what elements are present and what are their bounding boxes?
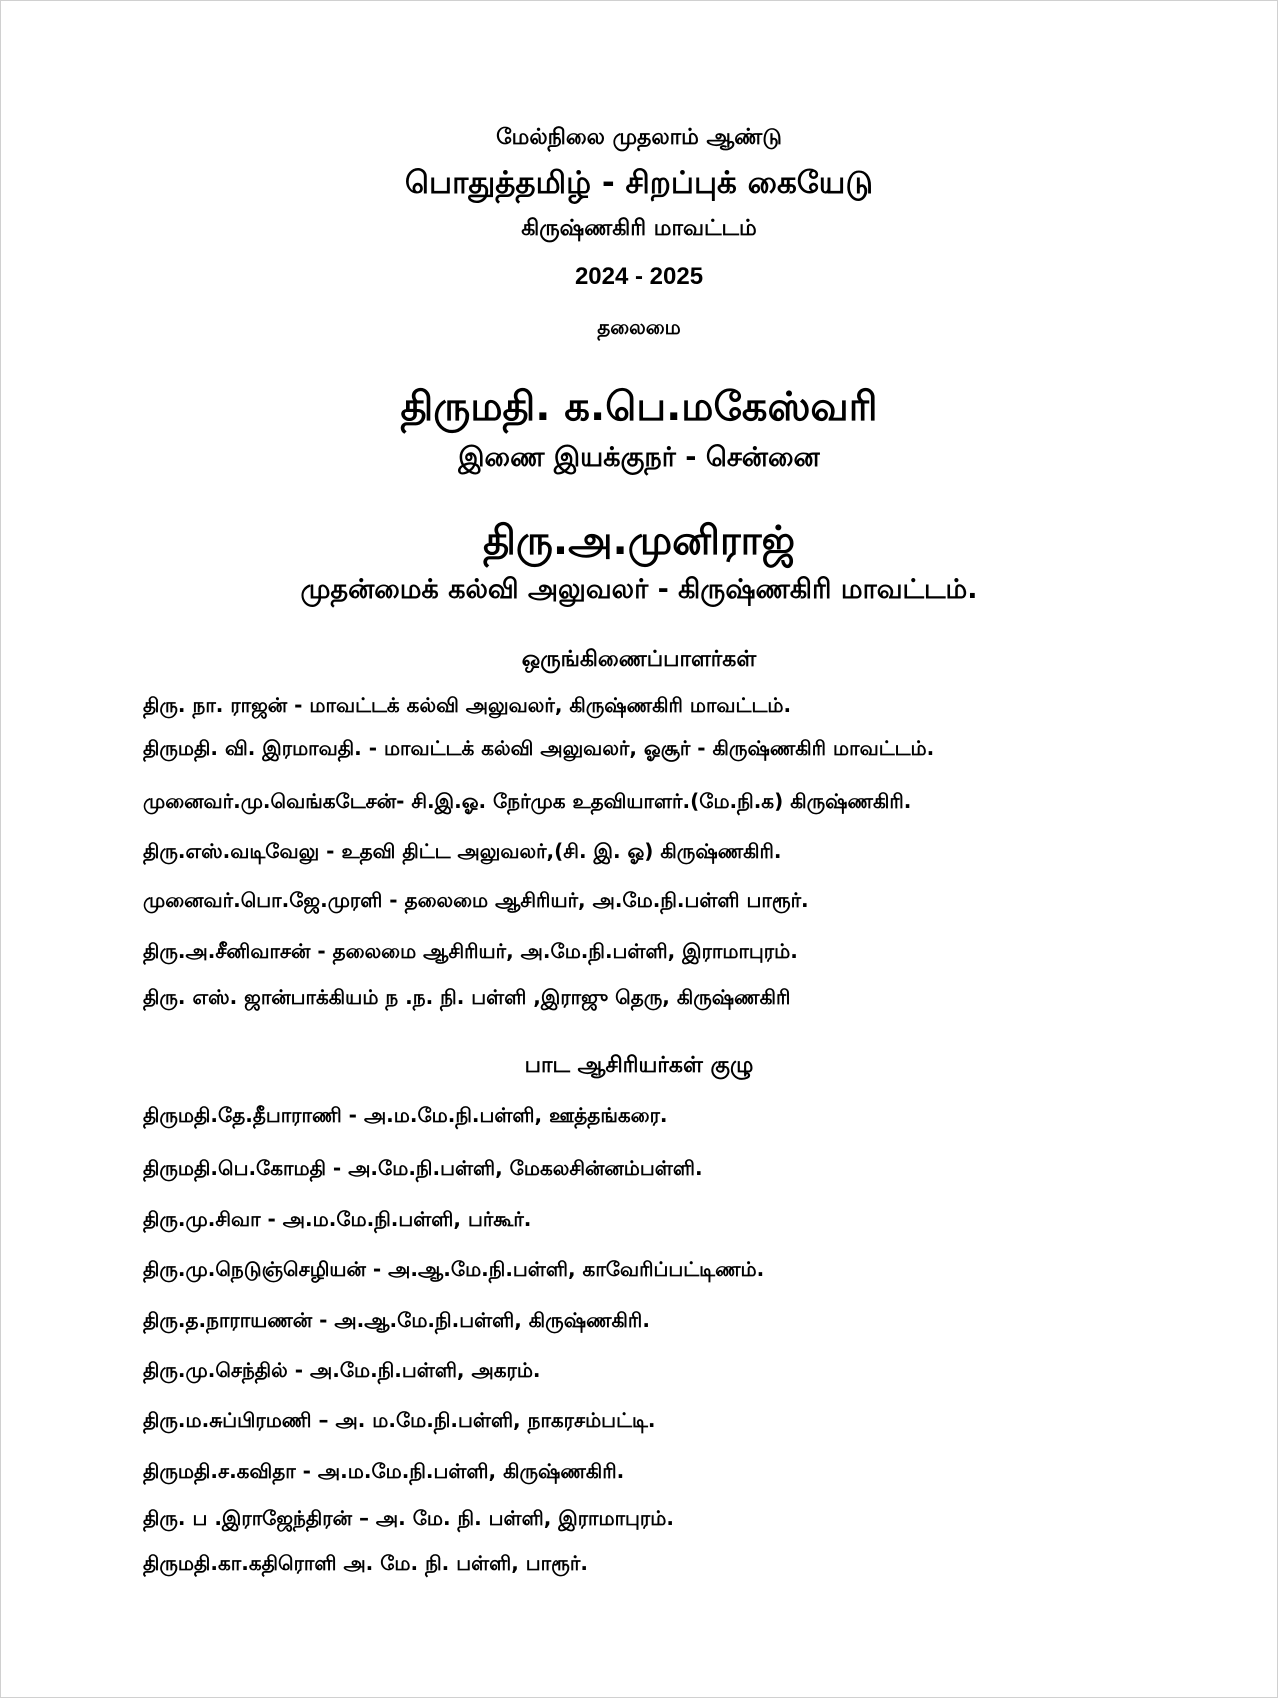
teacher-entry: திருமதி.ச.கவிதா - அ.ம.மே.நி.பள்ளி, கிருஷ்ணகிரி. (143, 1459, 625, 1483)
coordinator-entry: திரு. நா. ராஜன் - மாவட்டக் கல்வி அலுவலர், கிருஷ்ணகிரி மாவட்டம். (143, 693, 792, 717)
coordinators-heading: ஒருங்கிணைப்பாளர்கள் (521, 647, 757, 672)
teacher-entry: திரு.த.நாராயணன் - அ.ஆ.மே.நி.பள்ளி, கிருஷ்ணகிரி. (143, 1308, 650, 1332)
leader-role: இணை இயக்குநர் - சென்னை (458, 442, 820, 473)
coordinator-entry: திருமதி. வி. இரமாவதி. - மாவட்டக் கல்வி அலுவலர், ஓசூர் - கிருஷ்ணகிரி மாவட்டம். (143, 736, 935, 760)
leader-name: திரு.அ.முனிராஜ் (483, 518, 795, 564)
coordinator-entry: முனைவர்.பொ.ஜே.முரளி - தலைமை ஆசிரியர், அ.மே.நி.பள்ளி பாரூர். (143, 888, 809, 912)
coordinator-entry: முனைவர்.மு.வெங்கடேசன்- சி.இ.ஓ. நேர்முக உதவியாளர்.(மே.நி.க) கிருஷ்ணகிரி. (143, 789, 912, 813)
leader-name: திருமதி. க.பெ.மகேஸ்வரி (400, 384, 878, 430)
teacher-entry: திரு.மு.சிவா - அ.ம.மே.நி.பள்ளி, பர்கூர். (143, 1207, 532, 1231)
document-title: பொதுத்தமிழ் - சிறப்புக் கையேடு (404, 165, 874, 201)
leader-role: முதன்மைக் கல்வி அலுவலர் - கிருஷ்ணகிரி மாவட்டம். (300, 574, 978, 605)
teacher-entry: திருமதி.பெ.கோமதி - அ.மே.நி.பள்ளி, மேகலசின்னம்பள்ளி. (143, 1156, 703, 1180)
academic-year: 2024 - 2025 (574, 263, 704, 290)
district-name: கிருஷ்ணகிரி மாவட்டம் (521, 216, 757, 241)
course-subtitle: மேல்நிலை முதலாம் ஆண்டு (496, 125, 782, 150)
teacher-entry: திருமதி.தே.தீபாராணி - அ.ம.மே.நி.பள்ளி, ஊத்தங்கரை. (143, 1103, 668, 1127)
chair-label: தலைமை (597, 315, 681, 339)
coordinator-entry: திரு. எஸ். ஜான்பாக்கியம் ந .ந. நி. பள்ளி ,இராஜு தெரு, கிருஷ்ணகிரி (143, 985, 791, 1009)
teachers-heading: பாட ஆசிரியர்கள் குழு (524, 1053, 754, 1078)
teacher-entry: திருமதி.கா.கதிரொளி அ. மே. நி. பள்ளி, பாரூர். (143, 1551, 588, 1575)
coordinator-entry: திரு.அ.சீனிவாசன் - தலைமை ஆசிரியர், அ.மே.நி.பள்ளி, இராமாபுரம். (143, 939, 798, 963)
teacher-entry: திரு.மு.செந்தில் - அ.மே.நி.பள்ளி, அகரம். (143, 1358, 541, 1382)
teacher-entry: திரு. ப .இராஜேந்திரன் – அ. மே. நி. பள்ளி, இராமாபுரம். (143, 1506, 674, 1530)
coordinator-entry: திரு.எஸ்.வடிவேலு - உதவி திட்ட அலுவலர்,(சி. இ. ஓ) கிருஷ்ணகிரி. (143, 839, 782, 863)
teacher-entry: திரு.மு.நெடுஞ்செழியன் - அ.ஆ.மே.நி.பள்ளி, காவேரிப்பட்டிணம். (143, 1257, 765, 1281)
teacher-entry: திரு.ம.சுப்பிரமணி – அ. ம.மே.நி.பள்ளி, நாகரசம்பட்டி. (143, 1408, 656, 1432)
